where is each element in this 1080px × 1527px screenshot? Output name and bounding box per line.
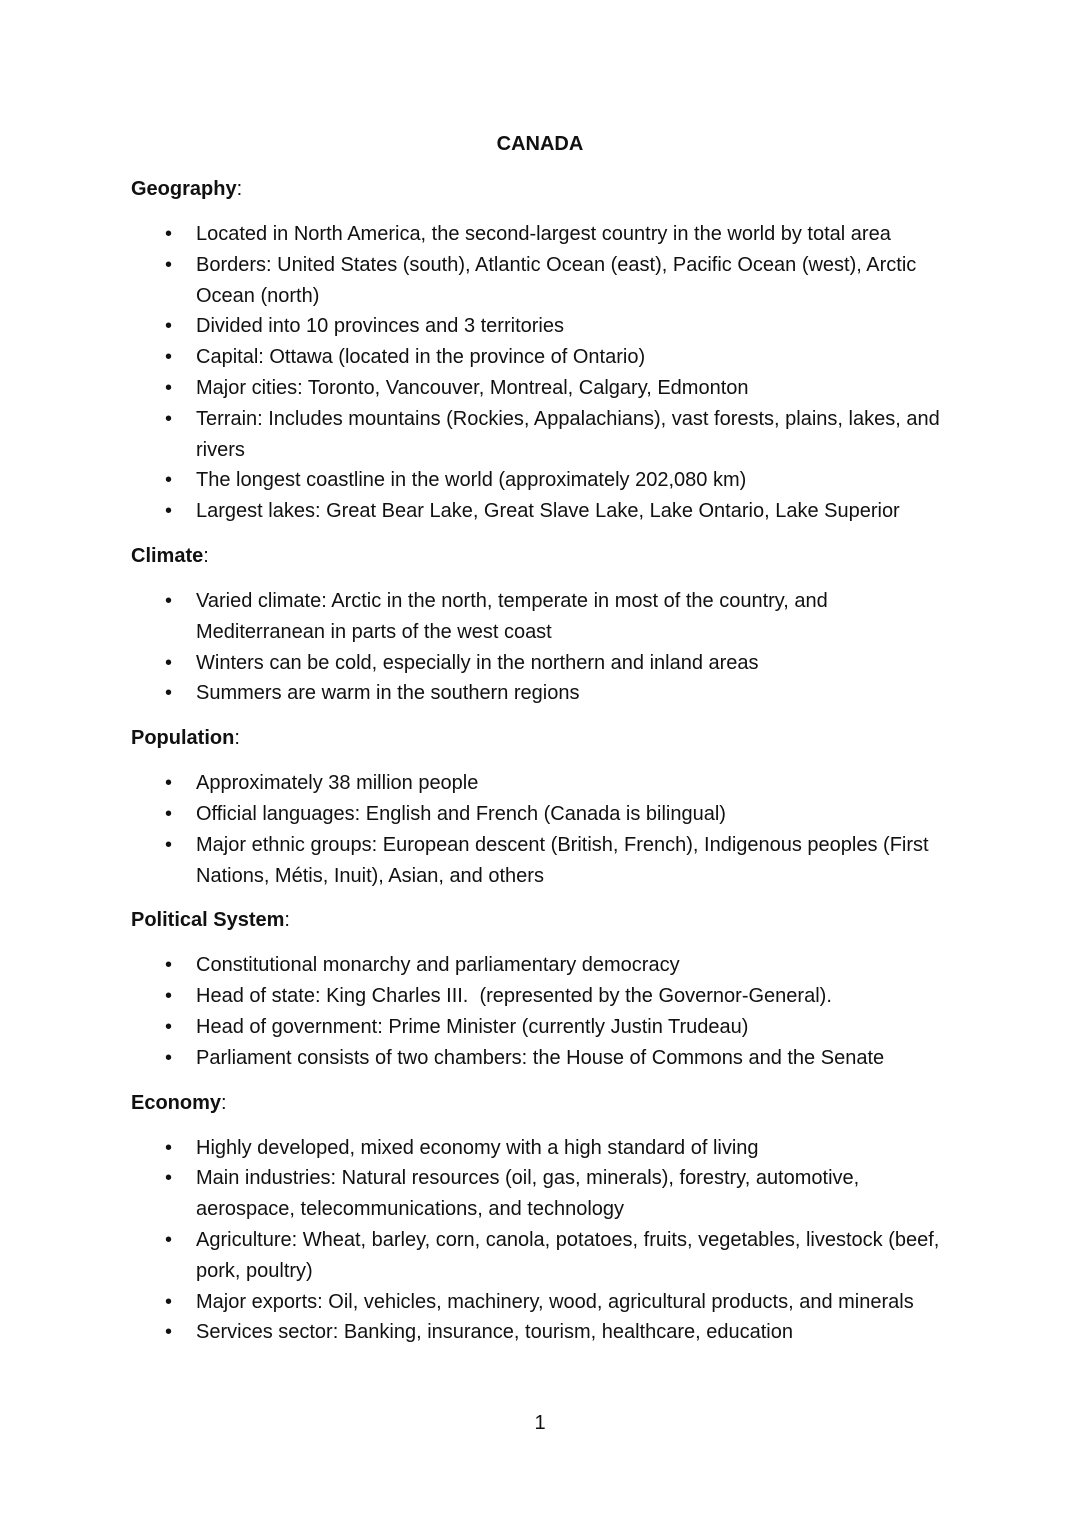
list-item bbox=[131, 678, 949, 709]
list-item bbox=[131, 373, 949, 404]
list-item bbox=[131, 768, 949, 799]
bullet-icon: • bbox=[165, 223, 173, 245]
bullet-icon: • bbox=[165, 469, 173, 492]
bullet-icon: • bbox=[165, 589, 173, 612]
list-item-text: Major cities: Toronto, Vancouver, Montreal, Calgary, Edmonton bbox=[196, 376, 749, 399]
list-item-text: Capital: Ottawa (located in the province of Ontario) bbox=[196, 346, 646, 369]
list-item-text: Highly developed, mixed economy with a high standard of living bbox=[196, 1136, 759, 1159]
list-item bbox=[131, 219, 949, 250]
list-item bbox=[131, 1317, 949, 1348]
list-item-text: The longest coastline in the world (approximately 202,080 km) bbox=[196, 469, 747, 492]
heading-colon: : bbox=[234, 727, 240, 750]
bullet-icon: • bbox=[165, 346, 173, 369]
list-item bbox=[131, 496, 949, 527]
heading-text: Economy bbox=[131, 1091, 222, 1114]
economy-list bbox=[131, 1133, 949, 1349]
list-item bbox=[131, 342, 949, 373]
list-item-text: Located in North America, the second-largest country in the world by total area bbox=[196, 223, 891, 245]
bullet-icon: • bbox=[165, 376, 173, 399]
list-item bbox=[131, 1133, 949, 1164]
document-title: CANADA bbox=[496, 133, 584, 155]
list-item-text: Borders: United States (south), Atlantic Ocean (east), Pacific Ocean (west), Arctic Ocean (north) bbox=[196, 253, 917, 307]
heading-text: Population bbox=[131, 727, 235, 750]
section-heading-political-system bbox=[131, 905, 949, 936]
heading-text: Climate bbox=[131, 544, 204, 567]
section-heading-climate bbox=[131, 541, 949, 572]
list-item-text: Major ethnic groups: European descent (British, French), Indigenous peoples (First Nations, Métis, Inuit), Asian, and others bbox=[196, 833, 929, 887]
list-item-text: Constitutional monarchy and parliamentary democracy bbox=[196, 954, 680, 977]
page-number: 1 bbox=[534, 1412, 546, 1434]
geography-list bbox=[131, 219, 949, 527]
bullet-icon: • bbox=[165, 651, 173, 674]
list-item bbox=[131, 1287, 949, 1318]
climate-list bbox=[131, 586, 949, 709]
list-item bbox=[131, 586, 949, 648]
list-item bbox=[131, 1225, 949, 1287]
list-item bbox=[131, 830, 949, 892]
bullet-icon: • bbox=[165, 682, 173, 705]
list-item-text: Varied climate: Arctic in the north, temperate in most of the country, and Mediterranean in parts of the west coast bbox=[196, 589, 828, 643]
list-item-text: Services sector: Banking, insurance, tourism, healthcare, education bbox=[196, 1321, 793, 1344]
list-item bbox=[131, 1012, 949, 1043]
list-item-text: Approximately 38 million people bbox=[196, 772, 479, 795]
list-item-text: Summers are warm in the southern regions bbox=[196, 682, 580, 705]
bullet-icon: • bbox=[165, 1015, 173, 1038]
document-page bbox=[131, 128, 949, 1362]
bullet-icon: • bbox=[165, 985, 173, 1008]
heading-colon: : bbox=[284, 909, 290, 932]
list-item bbox=[131, 799, 949, 830]
bullet-icon: • bbox=[165, 954, 173, 977]
list-item-text: Head of government: Prime Minister (currently Justin Trudeau) bbox=[196, 1015, 749, 1038]
list-item-text: Agriculture: Wheat, barley, corn, canola, potatoes, fruits, vegetables, livestock (beef, pork, poultry) bbox=[196, 1228, 940, 1282]
heading-text: Geography bbox=[131, 178, 237, 200]
political-system-list bbox=[131, 950, 949, 1073]
bullet-icon: • bbox=[165, 500, 173, 523]
bullet-icon: • bbox=[165, 772, 173, 795]
bullet-icon: • bbox=[165, 407, 173, 430]
list-item-text: Head of state: King Charles III. (represented by the Governor-General). bbox=[196, 985, 832, 1008]
list-item-text: Main industries: Natural resources (oil, gas, minerals), forestry, automotive, aerospace, telecommunications, and technology bbox=[196, 1167, 860, 1221]
heading-colon: : bbox=[221, 1091, 227, 1114]
bullet-icon: • bbox=[165, 1136, 173, 1159]
list-item bbox=[131, 648, 949, 679]
bullet-icon: • bbox=[165, 1167, 173, 1190]
bullet-icon: • bbox=[165, 1290, 173, 1313]
bullet-icon: • bbox=[165, 315, 173, 338]
population-list bbox=[131, 768, 949, 891]
list-item-text: Divided into 10 provinces and 3 territories bbox=[196, 315, 564, 338]
heading-colon: : bbox=[203, 544, 209, 567]
list-item bbox=[131, 404, 949, 466]
list-item bbox=[131, 950, 949, 981]
bullet-icon: • bbox=[165, 802, 173, 825]
heading-colon: : bbox=[236, 178, 243, 200]
heading-text: Political System bbox=[131, 909, 285, 932]
list-item bbox=[131, 465, 949, 496]
list-item-text: Terrain: Includes mountains (Rockies, Appalachians), vast forests, plains, lakes, and rivers bbox=[196, 407, 940, 461]
list-item bbox=[131, 981, 949, 1012]
bullet-icon: • bbox=[165, 1228, 173, 1251]
bullet-icon: • bbox=[165, 253, 173, 276]
list-item-text: Largest lakes: Great Bear Lake, Great Slave Lake, Lake Ontario, Lake Superior bbox=[196, 500, 900, 523]
list-item bbox=[131, 311, 949, 342]
list-item bbox=[131, 250, 949, 312]
bullet-icon: • bbox=[165, 833, 173, 856]
section-heading-population bbox=[131, 723, 949, 754]
list-item-text: Parliament consists of two chambers: the House of Commons and the Senate bbox=[196, 1046, 885, 1069]
bullet-icon: • bbox=[165, 1046, 173, 1069]
list-item bbox=[131, 1163, 949, 1225]
list-item bbox=[131, 1043, 949, 1074]
bullet-icon: • bbox=[165, 1321, 173, 1344]
list-item-text: Winters can be cold, especially in the northern and inland areas bbox=[196, 651, 759, 674]
list-item-text: Official languages: English and French (Canada is bilingual) bbox=[196, 802, 726, 825]
list-item-text: Major exports: Oil, vehicles, machinery, wood, agricultural products, and minerals bbox=[196, 1290, 914, 1313]
section-heading-economy bbox=[131, 1088, 949, 1119]
section-heading-geography bbox=[131, 174, 949, 205]
